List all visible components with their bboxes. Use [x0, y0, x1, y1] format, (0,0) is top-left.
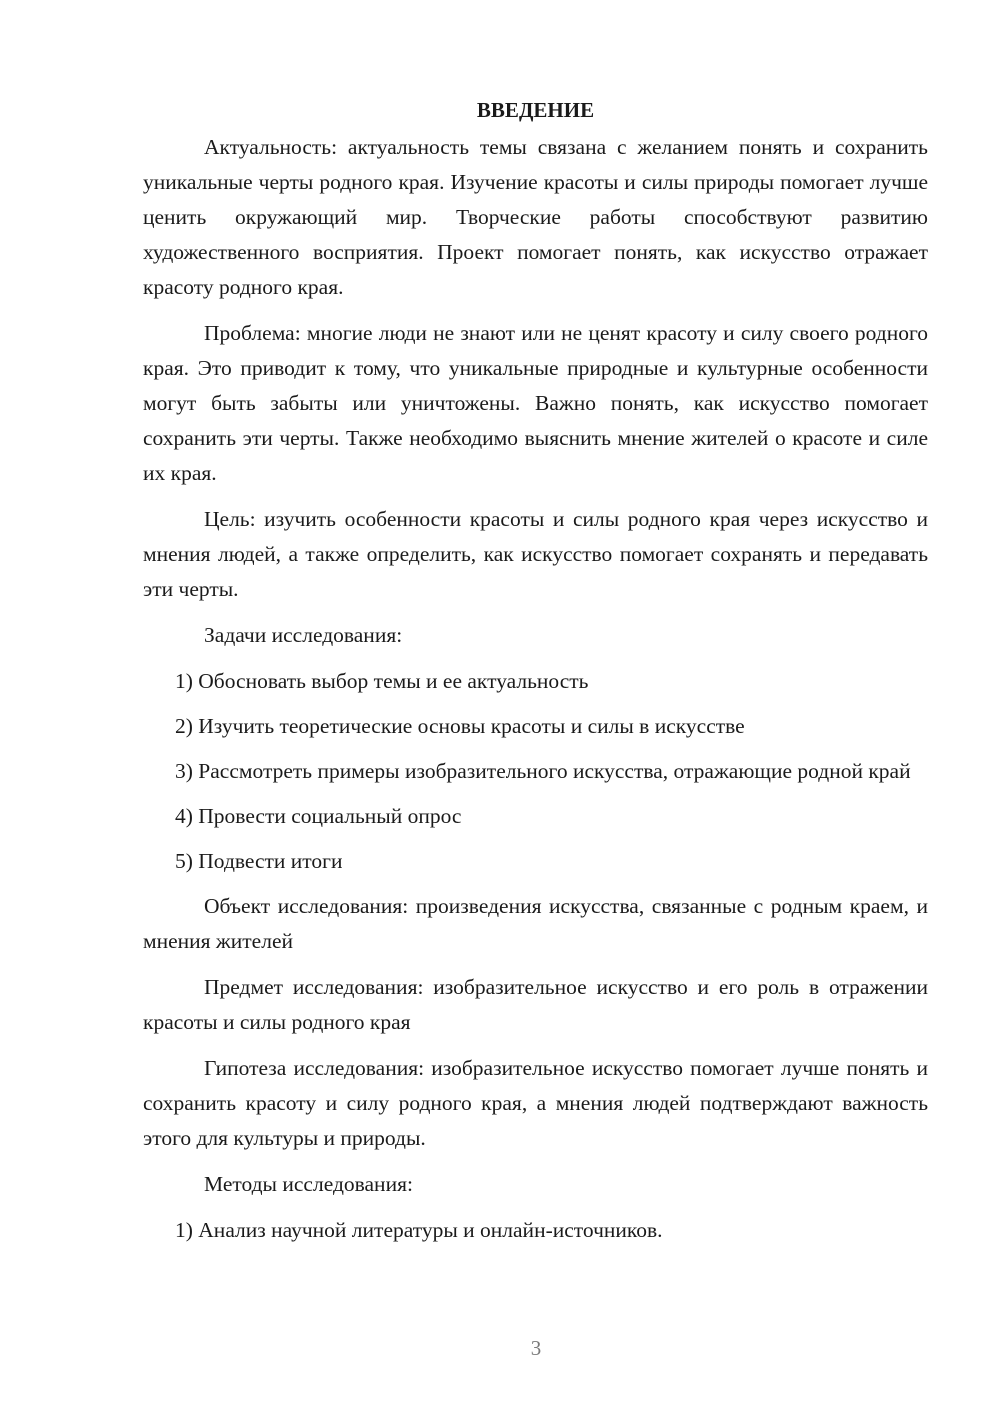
page-title: ВВЕДЕНИЕ: [476, 98, 595, 122]
paragraph-goal: Цель: изучить особенности красоты и силы родного края через искусство и мнения людей, а также определить, как искусство помогает сохранять и передавать эти черты.: [143, 507, 928, 601]
paragraph-problem: Проблема: многие люди не знают или не ценят красоту и силу своего родного края. Это приводит к тому, что уникальные природные и культурные особенности могут быть забыты или уничтожены. Важно понять, как искусство помогает сохранить эти черты. Также необходимо выяснить мнение жителей о красоте и силе их края.: [143, 321, 928, 485]
paragraph-relevance: Актуальность: актуальность темы связана с желанием понять и сохранить уникальные черты родного края. Изучение красоты и силы природы помогает лучше ценить окружающий мир. Творческие работы способствуют развитию художественного восприятия. Проект помогает понять, как искусство отражает красоту родного края.: [143, 135, 928, 299]
page-number: 3: [530, 1336, 542, 1360]
page-content: [143, 95, 928, 1258]
tasks-heading: Задачи исследования:: [204, 623, 403, 647]
paragraph-object: Объект исследования: произведения искусства, связанные с родным краем, и мнения жителей: [143, 894, 928, 953]
task-item-1: 1) Обосновать выбор темы и ее актуальность: [175, 669, 589, 693]
task-item-2: 2) Изучить теоретические основы красоты и силы в искусстве: [175, 714, 745, 738]
paragraph-hypothesis: Гипотеза исследования: изобразительное искусство помогает лучше понять и сохранить красоту и силу родного края, а мнения людей подтверждают важность этого для культуры и природы.: [143, 1056, 928, 1150]
task-item-4: 4) Провести социальный опрос: [175, 804, 462, 828]
task-item-3: 3) Рассмотреть примеры изобразительного искусства, отражающие родной край: [175, 759, 911, 783]
task-item-5: 5) Подвести итоги: [175, 849, 343, 873]
method-item-1: 1) Анализ научной литературы и онлайн-источников.: [175, 1218, 663, 1242]
paragraph-subject: Предмет исследования: изобразительное искусство и его роль в отражении красоты и силы родного края: [143, 975, 928, 1034]
methods-heading: Методы исследования:: [204, 1172, 413, 1196]
